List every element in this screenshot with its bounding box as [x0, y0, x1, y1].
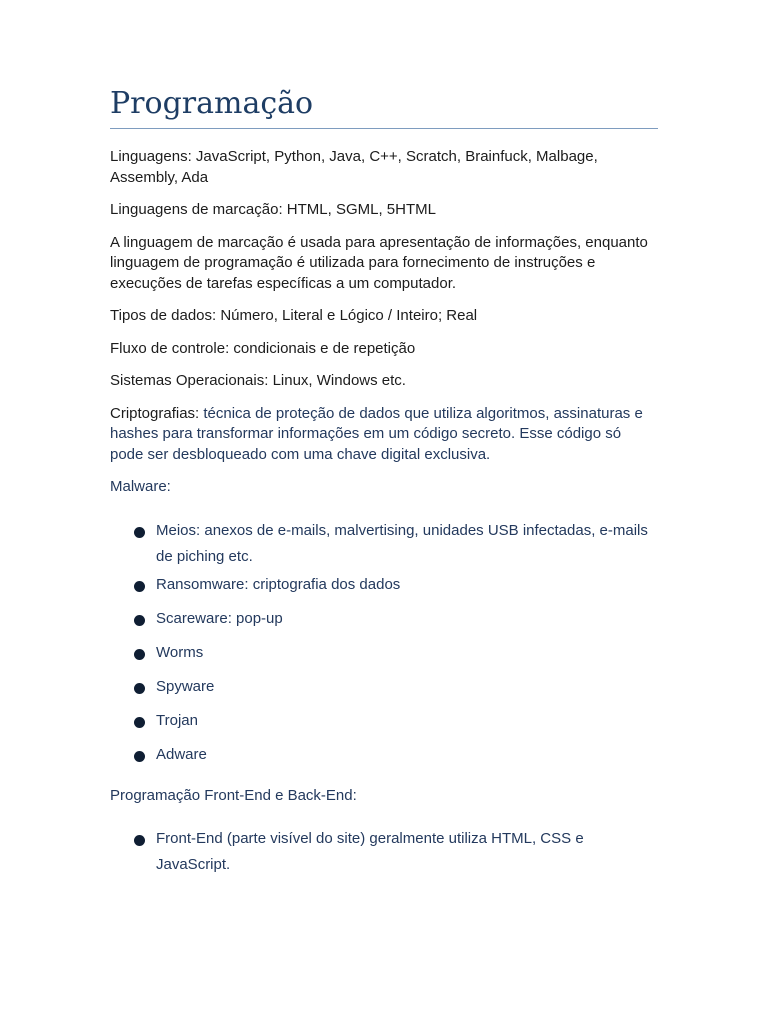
- malware-heading: Malware:: [110, 478, 171, 495]
- list-item-text: Worms: [156, 643, 204, 661]
- list-item-text: Scareware: pop-up: [156, 609, 283, 627]
- document-page: [110, 84, 658, 896]
- list-item-text: Meios: anexos de e-mails, malvertising, unidades USB infectadas, e-mails de piching etc.: [156, 521, 648, 565]
- bullet-icon: [134, 649, 145, 660]
- list-item-text: Front-End (parte visível do site) geralmente utiliza HTML, CSS e JavaScript.: [156, 830, 584, 873]
- bullet-icon: [134, 835, 145, 846]
- paragraph-tipos-de-dados: Tipos de dados: Número, Literal e Lógico / Inteiro; Real: [110, 307, 478, 324]
- criptografias-label: Criptografias:: [110, 404, 204, 422]
- bullet-icon: [134, 615, 145, 626]
- list-item-text: Adware: [156, 745, 207, 763]
- list-item-text: Trojan: [156, 711, 198, 729]
- bullet-icon: [134, 581, 145, 592]
- criptografias-definition: técnica de proteção de dados que utiliza algoritmos, assinaturas e hashes para transformar informações em um código secreto. Esse código só pode ser desbloqueado com uma chave digital exclusiva.: [110, 404, 643, 463]
- frontback-list: [110, 826, 658, 878]
- list-item: [110, 708, 658, 734]
- list-item: [110, 518, 658, 570]
- frontback-heading: Programação Front-End e Back-End:: [110, 786, 357, 804]
- paragraph-sistemas-operacionais: Sistemas Operacionais: Linux, Windows etc.: [110, 372, 406, 389]
- list-item: [110, 572, 658, 598]
- bullet-icon: [134, 717, 145, 728]
- title-divider: [110, 128, 658, 129]
- list-item: [110, 742, 658, 768]
- list-item-text: Spyware: [156, 677, 215, 695]
- paragraph-linguagens: Linguagens: JavaScript, Python, Java, C++, Scratch, Brainfuck, Malbage, Assembly, Ada: [110, 148, 598, 186]
- paragraph-marcacao: Linguagens de marcação: HTML, SGML, 5HTML: [110, 201, 436, 218]
- list-item: [110, 674, 658, 700]
- paragraph-fluxo-de-controle: Fluxo de controle: condicionais e de repetição: [110, 339, 416, 357]
- malware-list: [110, 518, 658, 768]
- bullet-icon: [134, 527, 145, 538]
- list-item: [110, 640, 658, 666]
- list-item: [110, 826, 658, 878]
- bullet-icon: [134, 751, 145, 762]
- paragraph-explicacao: A linguagem de marcação é usada para apresentação de informações, enquanto linguagem de programação é utilizada para fornecimento de instruções e execuções de tarefas específicas a um computador.: [110, 233, 648, 292]
- bullet-icon: [134, 683, 145, 694]
- list-item: [110, 606, 658, 632]
- paragraph-criptografias: [110, 404, 658, 466]
- page-title: Programação: [110, 86, 314, 121]
- list-item-text: Ransomware: criptografia dos dados: [156, 575, 401, 593]
